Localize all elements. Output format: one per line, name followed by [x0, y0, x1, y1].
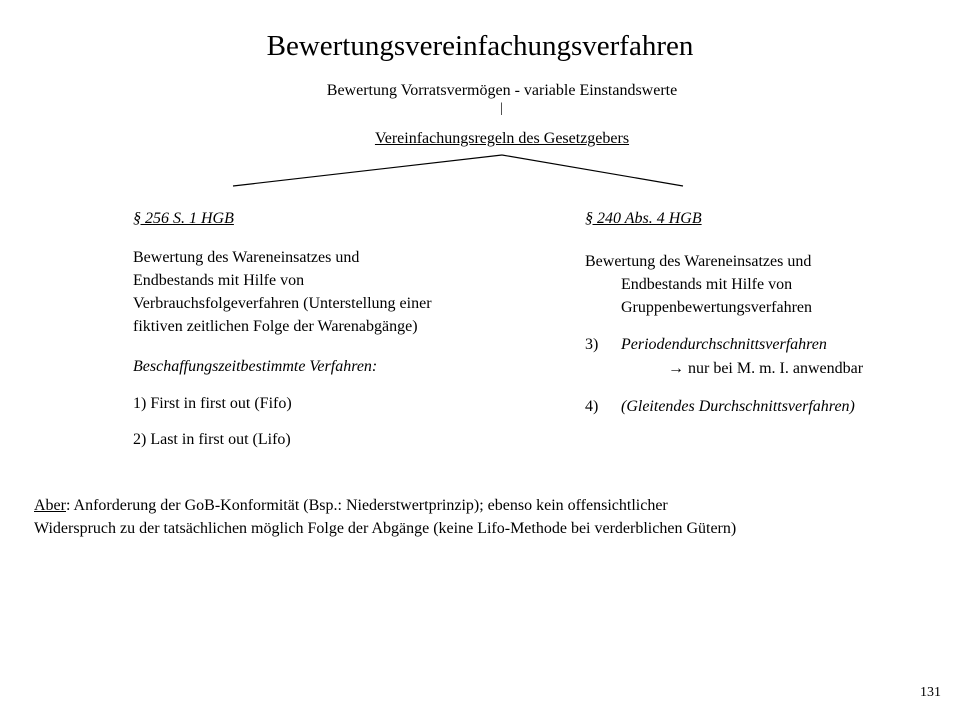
right-description — [585, 250, 885, 319]
left-list-item: 1) First in first out (Fifo) — [133, 395, 292, 412]
note-text: Widerspruch zu der tatsächlichen möglich Folge der Abgänge (keine Lifo-Methode bei verderblichen Gütern) — [34, 520, 737, 537]
left-description-line: fiktiven zeitlichen Folge der Warenabgänge) — [133, 318, 418, 335]
left-section-heading: § 256 S. 1 HGB — [133, 210, 234, 227]
right-description-line: Gruppenbewertungsverfahren — [621, 299, 813, 316]
right-description-line: Endbestands mit Hilfe von — [621, 276, 793, 293]
right-list-item — [585, 333, 827, 356]
left-description-line: Verbrauchsfolgeverfahren (Unterstellung einer — [133, 295, 432, 312]
bottom-note — [34, 494, 934, 540]
branch-line-right — [502, 155, 683, 186]
list-number: 3) — [585, 336, 599, 353]
left-list-item: 2) Last in first out (Lifo) — [133, 431, 291, 448]
page-number: 131 — [920, 685, 941, 700]
right-description-line: Bewertung des Wareneinsatzes und — [585, 253, 812, 270]
left-subheading: Beschaffungszeitbestimmte Verfahren: — [133, 358, 378, 375]
branch-lines — [0, 0, 960, 200]
right-list-note: → nur bei M. m. I. anwendbar — [668, 360, 864, 377]
list-text: (Gleitendes Durchschnittsverfahren) — [621, 398, 855, 415]
subtitle: Bewertung Vorratsvermögen - variable Einstandswerte — [326, 82, 678, 99]
note-label: Aber — [34, 497, 66, 514]
list-text: Periodendurchschnittsverfahren — [621, 336, 827, 353]
left-description — [133, 246, 533, 338]
left-description-line: Bewertung des Wareneinsatzes und — [133, 249, 360, 266]
page-title: Bewertungsvereinfachungsverfahren — [266, 30, 694, 62]
connector-mark: | — [500, 101, 503, 116]
note-text: : Anforderung der GoB-Konformität (Bsp.: Niederstwertprinzip); ebenso kein offensichtlicher — [65, 497, 668, 514]
right-section-heading: § 240 Abs. 4 HGB — [585, 210, 702, 227]
list-number: 4) — [585, 398, 599, 415]
right-list-item — [585, 395, 855, 418]
rules-heading: Vereinfachungsregeln des Gesetzgebers — [374, 130, 630, 147]
left-description-line: Endbestands mit Hilfe von — [133, 272, 305, 289]
branch-line-left — [233, 155, 502, 186]
